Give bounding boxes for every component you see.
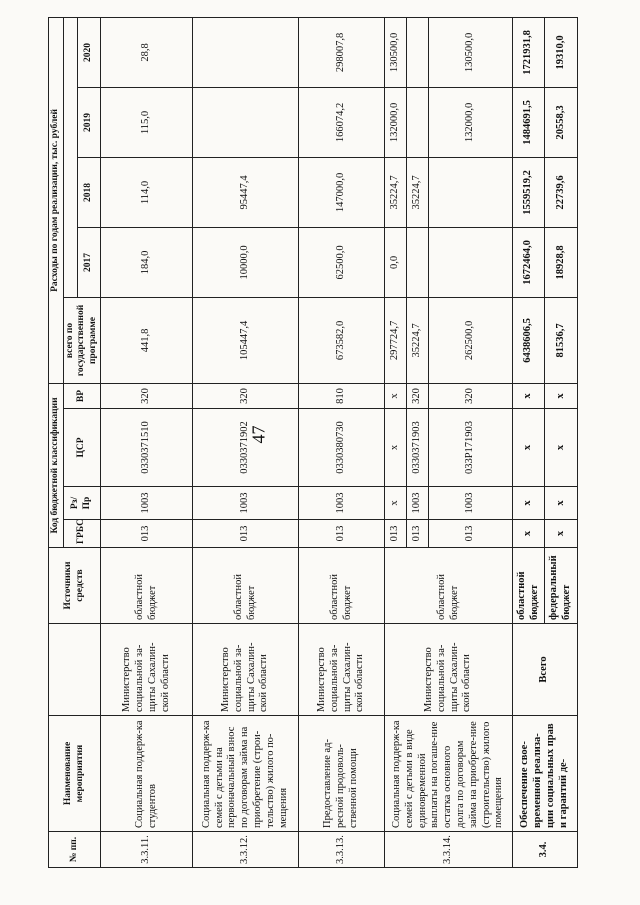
row-name: Социальная поддерж-ка семей с детьми на первоначальный взнос по договорам займа на приобретение (строи-тельство) жилого по-мещения [193, 716, 299, 832]
row-total: 673582,0 [298, 297, 384, 383]
row-grbs: 013 [298, 520, 384, 548]
row-y2020: 298007,8 [298, 17, 384, 87]
row-y2020 [406, 17, 428, 87]
header-grbs: ГРБС [63, 520, 101, 548]
row-y2019: 1484691,5 [512, 87, 544, 157]
row-y2020: 28,8 [101, 17, 193, 87]
row-y2018: 1559519,2 [512, 157, 544, 227]
table-row [101, 17, 193, 867]
row-executor: Всего [512, 624, 577, 716]
row-total: 105447,4 [193, 297, 299, 383]
budget-table [48, 17, 578, 868]
row-rzpr: 1003 [101, 487, 193, 520]
row-y2017: 18928,8 [545, 227, 577, 297]
row-grbs: 013 [428, 520, 512, 548]
header-year-2020: 2020 [78, 17, 101, 87]
row-y2018: 22739,6 [545, 157, 577, 227]
header-num: № пп. [49, 832, 101, 868]
row-rzpr: х [512, 487, 544, 520]
row-y2017 [428, 227, 512, 297]
row-y2017: 62500,0 [298, 227, 384, 297]
row-vr: 320 [406, 383, 428, 408]
header-name: Наименование мероприятия [49, 716, 101, 832]
header-year-2019: 2019 [78, 87, 101, 157]
row-y2017: 10000,0 [193, 227, 299, 297]
row-csr: 0330371510 [101, 409, 193, 487]
row-y2020: 130500,0 [428, 17, 512, 87]
row-num: 3.3.12. [193, 832, 299, 868]
row-name: Обеспечение свое-временной реализа-ции социальных прав и гарантий де- [512, 716, 577, 832]
row-source: областной бюджет [298, 548, 384, 624]
row-rzpr: х [545, 487, 577, 520]
row-y2019 [406, 87, 428, 157]
row-num: 3.3.13. [298, 832, 384, 868]
row-y2017: 184,0 [101, 227, 193, 297]
row-rzpr: х [385, 487, 407, 520]
row-grbs: 013 [101, 520, 193, 548]
row-rzpr: 1003 [428, 487, 512, 520]
row-csr: х [512, 409, 544, 487]
row-source: областной бюджет [512, 548, 544, 624]
row-grbs: х [545, 520, 577, 548]
row-y2017: 0,0 [385, 227, 407, 297]
row-vr: 320 [101, 383, 193, 408]
row-y2017: 1672464,0 [512, 227, 544, 297]
table-row [298, 17, 384, 867]
row-vr: х [385, 383, 407, 408]
table-row [512, 17, 544, 867]
row-total: 81536,7 [545, 297, 577, 383]
row-source: областной бюджет [101, 548, 193, 624]
row-num: 3.4. [512, 832, 577, 868]
row-executor: Министерство социальной за-щиты Сахалин-ской области [101, 624, 193, 716]
header-vr: ВР [63, 383, 101, 408]
row-vr: 320 [428, 383, 512, 408]
row-csr: 0330380730 [298, 409, 384, 487]
row-grbs: 013 [193, 520, 299, 548]
row-csr: х [545, 409, 577, 487]
row-y2020: 130500,0 [385, 17, 407, 87]
row-source: федеральный бюджет [545, 548, 577, 624]
header-csr: ЦСР [63, 409, 101, 487]
row-y2017 [406, 227, 428, 297]
row-y2018: 35224,7 [385, 157, 407, 227]
row-name: Предоставление ад-ресной продоволь-ственной помощи [298, 716, 384, 832]
header-total: всего по государственной программе [63, 297, 101, 383]
row-vr: 810 [298, 383, 384, 408]
row-y2018: 147000,0 [298, 157, 384, 227]
row-total: 262500,0 [428, 297, 512, 383]
row-num: 3.3.14. [385, 832, 513, 868]
page-number: 47 [248, 425, 269, 444]
row-y2019 [193, 87, 299, 157]
row-csr: 033Р171903 [428, 409, 512, 487]
row-total: 6438606,5 [512, 297, 544, 383]
header-years-group: Расходы по годам реализации, тыс. рублей [49, 17, 64, 383]
row-rzpr: 1003 [298, 487, 384, 520]
row-y2020 [193, 17, 299, 87]
row-y2018: 95447,4 [193, 157, 299, 227]
header-rzpr: Рз/ Пр [63, 487, 101, 520]
row-executor: Министерство социальной за-щиты Сахалин-ской области [193, 624, 299, 716]
row-vr: 320 [193, 383, 299, 408]
row-vr: х [545, 383, 577, 408]
row-csr: 0330371903 [406, 409, 428, 487]
row-total: 35224,7 [406, 297, 428, 383]
row-y2019: 132000,0 [385, 87, 407, 157]
row-rzpr: 1003 [193, 487, 299, 520]
row-y2018: 35224,7 [406, 157, 428, 227]
rotated-table-container [48, 18, 576, 868]
header-years-spacer [63, 17, 78, 297]
row-num: 3.3.11. [101, 832, 193, 868]
table-row [193, 17, 299, 867]
row-source: областной бюджет [385, 548, 513, 624]
row-name: Социальная поддерж-ка семей с детьми в виде единовременной выплаты на погаше-ние остатка основного долга по договорам займа на приобрете-ние (строительство) жилого помещения [385, 716, 513, 832]
row-executor: Министерство социальной за-щиты Сахалин-ской области [385, 624, 513, 716]
row-source: областной бюджет [193, 548, 299, 624]
header-executor [49, 624, 101, 716]
row-y2020: 19310,0 [545, 17, 577, 87]
row-grbs: 013 [406, 520, 428, 548]
header-year-2017: 2017 [78, 227, 101, 297]
row-y2019: 20558,3 [545, 87, 577, 157]
row-total: 297724,7 [385, 297, 407, 383]
header-source: Источники средств [49, 548, 101, 624]
row-csr: х [385, 409, 407, 487]
header-year-2018: 2018 [78, 157, 101, 227]
row-y2020: 1721931,8 [512, 17, 544, 87]
row-executor: Министерство социальной за-щиты Сахалин-ской области [298, 624, 384, 716]
row-y2019: 132000,0 [428, 87, 512, 157]
row-y2018: 114,0 [101, 157, 193, 227]
header-kbk: Код бюджетной классификации [49, 383, 64, 547]
row-name: Социальная поддерж-ка студентов [101, 716, 193, 832]
table-row [385, 17, 407, 867]
row-grbs: 013 [385, 520, 407, 548]
row-csr: 0330371902 [193, 409, 299, 487]
row-y2019: 115,0 [101, 87, 193, 157]
row-y2019: 166074,2 [298, 87, 384, 157]
row-vr: х [512, 383, 544, 408]
row-rzpr: 1003 [406, 487, 428, 520]
row-total: 441,8 [101, 297, 193, 383]
row-grbs: х [512, 520, 544, 548]
row-y2018 [428, 157, 512, 227]
